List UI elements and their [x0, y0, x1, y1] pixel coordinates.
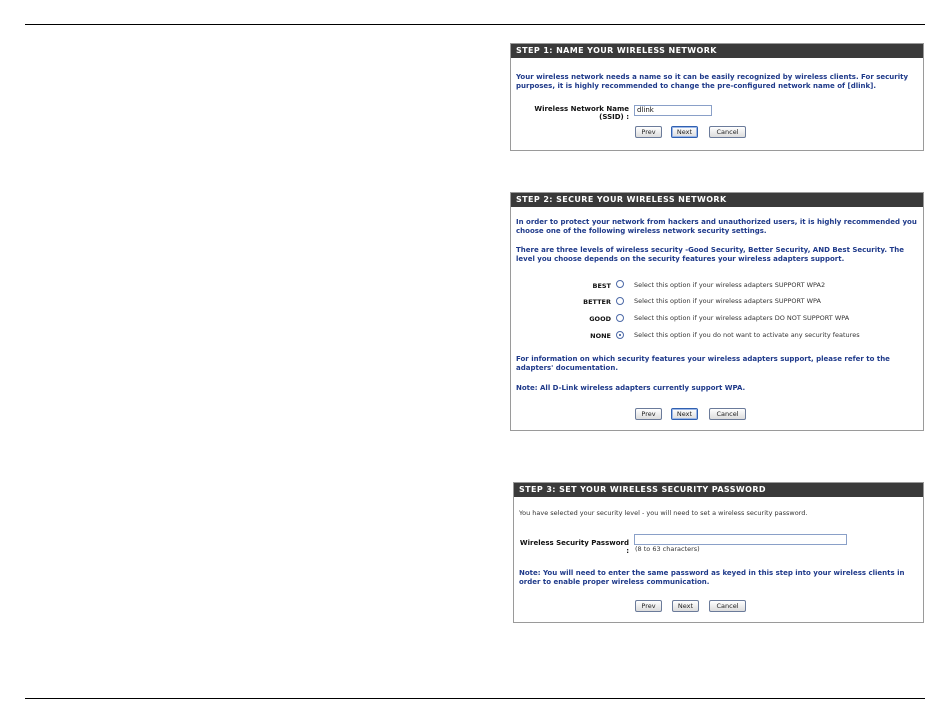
step2-title: STEP 2: SECURE YOUR WIRELESS NETWORK [511, 193, 923, 207]
step1-next-button[interactable]: Next [671, 126, 698, 138]
step2-levels-text: There are three levels of wireless security -Good Security, Better Security, AND Best Security. The level you choose depends on the security features your wireless adapters support. [516, 246, 904, 263]
step1-description: Your wireless network needs a name so it can be easily recognized by wireless clients. For security purposes, it is highly recommended to change the pre-configured network name of [dlink]. [516, 73, 909, 90]
ssid-label-line1: Wireless Network Name [534, 105, 629, 113]
option-better-radio[interactable] [616, 297, 624, 305]
step3-note: Note: You will need to enter the same password as keyed in this step into your wireless clients in order to enable proper wireless communication. [519, 569, 905, 586]
step2-cancel-button[interactable]: Cancel [709, 408, 746, 420]
step3-intro: You have selected your security level - you will need to set a wireless security password. [519, 509, 808, 517]
option-none-label: NONE [590, 332, 611, 340]
ssid-label [521, 105, 629, 121]
step3-cancel-button[interactable]: Cancel [709, 600, 746, 612]
top-rule [25, 24, 925, 25]
step1-panel [510, 43, 924, 151]
step1-prev-button[interactable]: Prev [635, 126, 662, 138]
option-good-desc: Select this option if your wireless adapters DO NOT SUPPORT WPA [634, 314, 850, 322]
step2-note: Note: All D-Link wireless adapters currently support WPA. [516, 384, 746, 392]
step1-title: STEP 1: NAME YOUR WIRELESS NETWORK [511, 44, 923, 58]
step2-prev-button[interactable]: Prev [635, 408, 662, 420]
option-best-label: BEST [592, 282, 611, 290]
step3-next-button[interactable]: Next [672, 600, 699, 612]
option-good-label: GOOD [589, 315, 611, 323]
ssid-input[interactable]: dlink [634, 105, 712, 116]
option-better-label: BETTER [583, 298, 611, 306]
step3-prev-button[interactable]: Prev [635, 600, 662, 612]
step3-panel [513, 482, 924, 623]
step1-cancel-button[interactable]: Cancel [709, 126, 746, 138]
step2-info: For information on which security features your wireless adapters support, please refer to the adapters' documentation. [516, 355, 890, 372]
password-input[interactable] [634, 534, 847, 545]
bottom-rule [25, 698, 925, 699]
option-good-radio[interactable] [616, 314, 624, 322]
option-best-radio[interactable] [616, 280, 624, 288]
option-better-desc: Select this option if your wireless adapters SUPPORT WPA [634, 297, 821, 305]
option-none-radio[interactable] [616, 331, 624, 339]
step2-next-button[interactable]: Next [671, 408, 698, 420]
step2-panel [510, 192, 924, 431]
password-label: Wireless Security Password : [519, 539, 629, 555]
option-none-desc: Select this option if you do not want to activate any security features [634, 331, 860, 339]
step3-title: STEP 3: SET YOUR WIRELESS SECURITY PASSWORD [514, 483, 923, 497]
step2-intro: In order to protect your network from hackers and unauthorized users, it is highly recommended you choose one of the following wireless network security settings. [516, 218, 917, 235]
option-best-desc: Select this option if your wireless adapters SUPPORT WPA2 [634, 281, 826, 289]
password-hint: (8 to 63 characters) [635, 545, 700, 553]
ssid-label-line2: (SSID) : [599, 113, 629, 121]
